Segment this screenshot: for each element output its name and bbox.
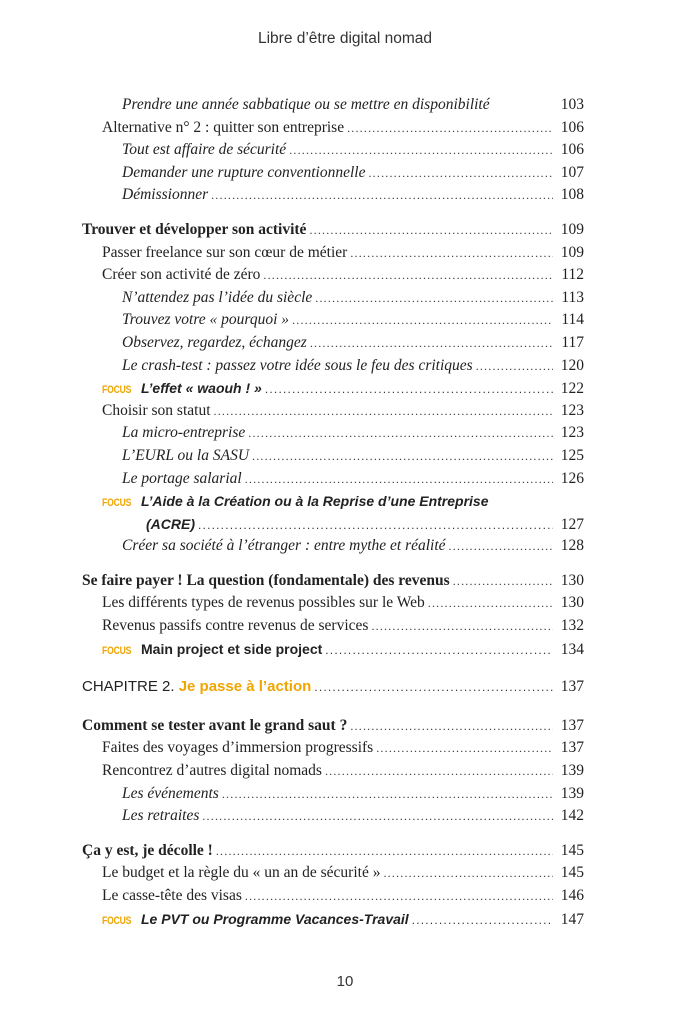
toc-entry[interactable]: Le budget et la règle du « un an de sécurité » ..... 145	[82, 862, 584, 885]
focus-label: FOCUS	[102, 384, 132, 397]
running-title: Libre d’être digital nomad	[257, 30, 433, 47]
toc-entry[interactable]: Les événements ..... 139	[82, 783, 584, 806]
toc-entry[interactable]: Le casse-tête des visas ..... 146	[82, 885, 584, 908]
toc-entry[interactable]: Le crash-test : passez votre idée sous le feu des critiques ..... 120	[82, 355, 584, 378]
leader-dots	[449, 535, 553, 558]
leader-dots	[263, 264, 553, 287]
leader-dots	[245, 468, 553, 491]
focus-label: FOCUS	[102, 497, 132, 510]
leader-dots	[476, 355, 553, 378]
leader-dots	[214, 400, 553, 423]
toc-section[interactable]: Comment se tester avant le grand saut ? ..... 137	[82, 715, 584, 738]
toc-entry[interactable]: Les retraites ..... 142	[82, 805, 584, 828]
toc-focus-entry-continued[interactable]: (ACRE) ..... 127	[82, 513, 584, 536]
toc-section[interactable]: Se faire payer ! La question (fondamentale) des revenus ..... 130	[82, 570, 584, 593]
toc-entry[interactable]: Faites des voyages d’immersion progressifs ..... 137	[82, 737, 584, 760]
leader-dots	[368, 162, 553, 185]
chapter-number: CHAPITRE 2.	[82, 678, 175, 696]
toc-section[interactable]: Trouver et développer son activité ..... 109	[82, 219, 584, 242]
page-number: 10	[336, 973, 354, 990]
leader-dots	[350, 715, 553, 738]
toc-focus-entry[interactable]: FOCUS Main project et side project ..... 134	[82, 638, 584, 661]
leader-dots	[265, 378, 553, 401]
leader-dots	[216, 840, 553, 863]
leader-dots	[292, 309, 553, 332]
toc-entry[interactable]: Démissionner ..... 108	[82, 184, 584, 207]
toc-chapter[interactable]: CHAPITRE 2. Je passe à l’action ..... 137	[82, 676, 584, 699]
leader-dots	[198, 514, 553, 537]
leader-dots	[315, 287, 553, 310]
leader-dots	[289, 139, 553, 162]
leader-dots	[245, 885, 553, 908]
leader-dots	[412, 909, 553, 932]
toc-entry[interactable]: Trouvez votre « pourquoi » ..... 114	[82, 309, 584, 332]
toc-entry[interactable]: Les différents types de revenus possibles sur le Web ..... 130	[82, 592, 584, 615]
leader-dots	[325, 760, 553, 783]
toc-entry[interactable]: Rencontrez d’autres digital nomads ..... 139	[82, 760, 584, 783]
leader-dots	[252, 445, 553, 468]
toc-entry[interactable]: Alternative n° 2 : quitter son entreprise ..... 106	[82, 117, 584, 140]
leader-dots	[325, 639, 553, 662]
leader-dots	[309, 219, 553, 242]
chapter-title: Je passe à l’action	[178, 678, 312, 696]
toc-entry[interactable]: Choisir son statut ..... 123	[82, 400, 584, 423]
table-of-contents	[82, 94, 584, 930]
leader-dots	[347, 117, 553, 140]
toc-entry[interactable]: Créer son activité de zéro ..... 112	[82, 264, 584, 287]
toc-entry[interactable]: Revenus passifs contre revenus de services ..... 132	[82, 615, 584, 638]
toc-entry[interactable]: N’attendez pas l’idée du siècle ..... 113	[82, 287, 584, 310]
leader-dots	[314, 676, 553, 699]
leader-dots	[371, 615, 553, 638]
toc-entry[interactable]: Passer freelance sur son cœur de métier ..... 109	[82, 242, 584, 265]
leader-dots	[310, 332, 553, 355]
leader-dots	[222, 783, 553, 806]
toc-focus-entry[interactable]: FOCUS Le PVT ou Programme Vacances-Travail ..... 147	[82, 908, 584, 931]
toc-entry[interactable]: Demander une rupture conventionnelle ..... 107	[82, 162, 584, 185]
toc-entry[interactable]: Tout est affaire de sécurité ..... 106	[82, 139, 584, 162]
toc-entry[interactable]: La micro-entreprise ..... 123	[82, 422, 584, 445]
toc-entry[interactable]: Créer sa société à l’étranger : entre mythe et réalité ..... 128	[82, 535, 584, 558]
leader-dots	[211, 184, 553, 207]
toc-entry[interactable]: Prendre une année sabbatique ou se mettre en disponibilité 103	[122, 96, 584, 113]
leader-dots	[428, 592, 553, 615]
toc-entry[interactable]: L’EURL ou la SASU ..... 125	[82, 445, 584, 468]
focus-label: FOCUS	[102, 644, 132, 657]
leader-dots	[350, 242, 553, 265]
leader-dots	[376, 737, 553, 760]
toc-focus-entry[interactable]: FOCUS L’Aide à la Création ou à la Reprise d’une Entreprise	[82, 490, 584, 513]
toc-focus-entry[interactable]: FOCUS L’effet « waouh ! » ..... 122	[82, 377, 584, 400]
toc-section[interactable]: Ça y est, je décolle ! ..... 145	[82, 840, 584, 863]
leader-dots	[383, 862, 553, 885]
leader-dots	[453, 570, 553, 593]
leader-dots	[248, 422, 553, 445]
focus-label: FOCUS	[102, 914, 132, 927]
leader-dots	[202, 805, 553, 828]
toc-entry[interactable]: Observez, regardez, échangez ..... 117	[82, 332, 584, 355]
toc-entry[interactable]: Le portage salarial ..... 126	[82, 468, 584, 491]
